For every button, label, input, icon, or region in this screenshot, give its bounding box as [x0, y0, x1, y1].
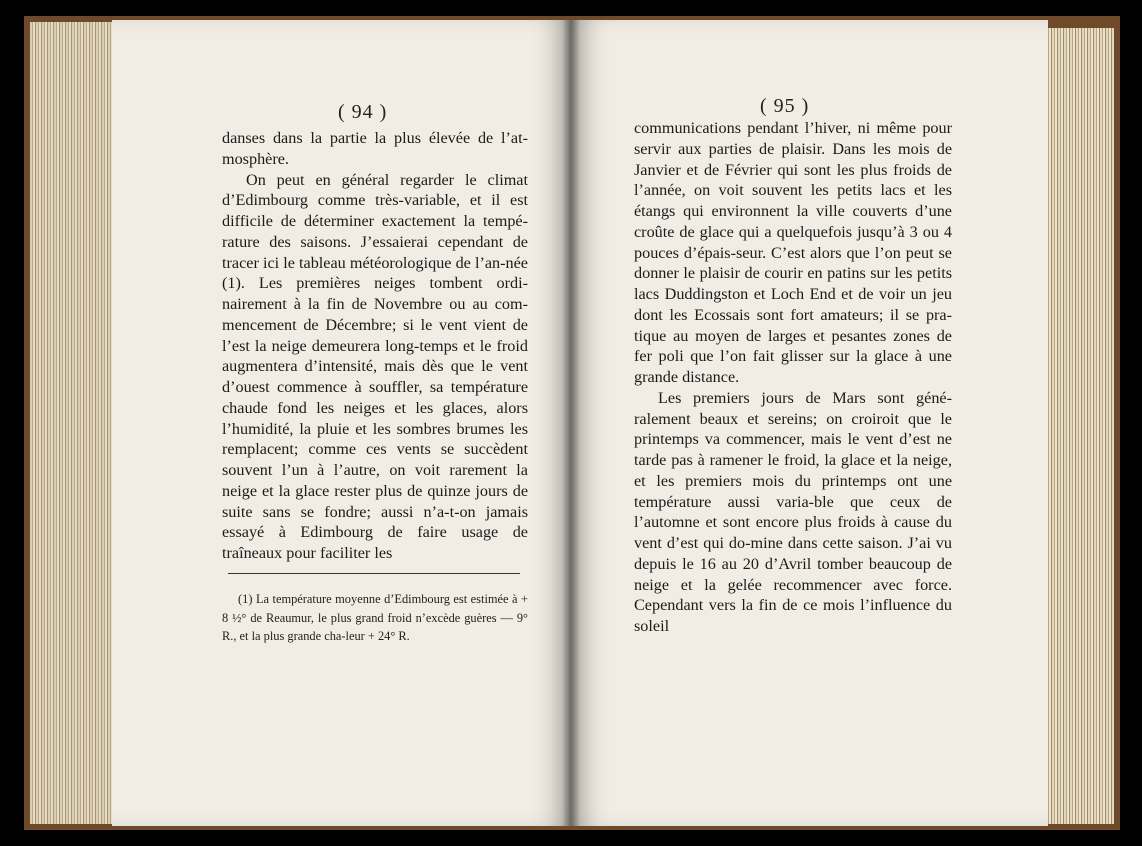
paragraph: Les premiers jours de Mars sont géné-ralement beaux et sereins; on croiroit que le printemps va commencer, mais le vent d’est ne tarde pas à ramener le froid, la glace et la neige, et les premiers mois du printemps ont une température aussi varia-ble que ceux de l’automne et sont encore plus froids à cause du vent d’est qui do-mine dans cette saison. J’ai vu depuis le 16 au 20 d’Avril tomber beaucoup de neige et la gelée recommencer avec force. Cependant vers la fin de ce mois l’influence du soleil — [634, 388, 952, 635]
right-page — [570, 20, 1048, 826]
paragraph: On peut en général regarder le climat d’Edimbourg comme très-variable, et il est difficile de déterminer exactement la tempé-rature des saisons. J’essaierai cependant de tracer ici le tableau météorologique de l’an-née (1). Les premières neiges tombent ordi-nairement à la fin de Novembre ou au com-mencement de Décembre; si le vent vient de l’est la neige demeurera long-temps et le froid augmentera d’intensité, mais dès que le vent d’ouest commence à souffler, sa température chaude fond les neiges et les glaces, alors l’humidité, la pluie et les sombres brumes les remplacent; comme ces vents se succèdent souvent l’un à l’autre, on voit rarement la neige et la glace rester plus de quinze jours de suite sans se fondre; aussi n’a-t-on jamais essayé à Edimbourg de faire usage de traîneaux pour faciliter les — [222, 170, 528, 562]
left-page — [112, 20, 570, 826]
right-page-text — [634, 118, 952, 637]
left-page-text — [222, 128, 528, 564]
book-gutter — [562, 20, 580, 826]
footnote — [222, 590, 528, 646]
page-number: ( 95 ) — [760, 95, 810, 117]
footnote-text: (1) La température moyenne d’Edimbourg est estimée à + 8 ½° de Reaumur, le plus grand froid n’excède guères — 9° R., et la plus grande cha-leur + 24° R. — [222, 592, 528, 643]
paragraph: danses dans la partie la plus élevée de l’at-mosphère. — [222, 129, 528, 168]
page-edges-right — [1046, 28, 1114, 824]
footnote-rule — [228, 573, 520, 574]
paragraph: communications pendant l’hiver, ni même pour servir aux parties de plaisir. Dans les mois de Janvier et de Février qui sont les plus froids de l’année, on voit souvent les petits lacs et les étangs qui environnent la ville couverts d’une croûte de glace qui a quelquefois jusqu’à 3 ou 4 pouces d’épais-seur. C’est alors que l’on peut se donner le plaisir de courir en patins sur les petits lacs Duddingston et Loch End et de voir un jeu dont les Ecossais sont fort amateurs; il se pra-tique au moyen de larges et pesantes zones de fer poli que l’on fait glisser sur la glace à une grande distance. — [634, 119, 952, 386]
page-number: ( 94 ) — [338, 101, 388, 123]
page-edges-left — [30, 22, 116, 824]
